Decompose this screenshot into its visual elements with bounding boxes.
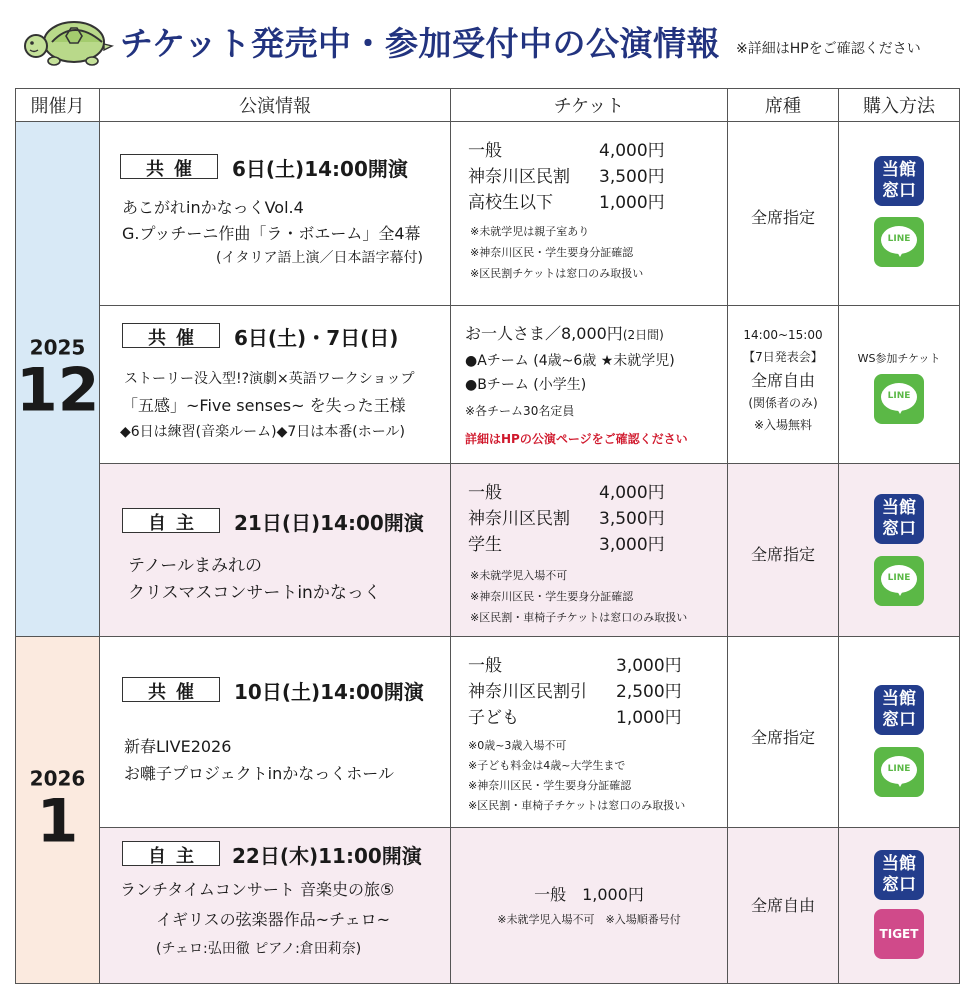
purchase-cell [838, 636, 960, 828]
tiget-button[interactable]: TIGET [874, 909, 924, 959]
ws-ticket-label: WS参加チケット [857, 352, 941, 365]
price-value: 4,000円 [599, 483, 665, 503]
event-type-badge: 共催 [122, 677, 220, 702]
ticket-price: 一般 1,000円 [534, 885, 644, 904]
performance-date: 10日(土)14:00開演 [234, 680, 424, 704]
performance-date: 6日(土)14:00開演 [232, 157, 408, 181]
performance-detail: (イタリア語上演／日本語字幕付) [216, 250, 423, 266]
purchase-cell [838, 305, 960, 464]
team-item: ●Aチーム (4歳~6歳 ★未就学児) [465, 353, 675, 369]
column-header-month: 開催月 [15, 88, 100, 122]
performance-detail: (チェロ:弘田徹 ピアノ:倉田莉奈) [156, 941, 362, 957]
seat-event: 【7日発表会】 [743, 350, 823, 364]
column-header-seat: 席種 [727, 88, 839, 122]
price-value: 2,500円 [616, 682, 682, 702]
column-header-ticket: チケット [450, 88, 728, 122]
line-button[interactable]: LINE [874, 374, 924, 424]
column-header-performance: 公演情報 [99, 88, 451, 122]
ticket-cell [450, 305, 728, 464]
team-item: ●Bチーム (小学生) [465, 377, 587, 393]
month-number: 1 [36, 786, 79, 857]
month-year: 2026 [29, 766, 86, 791]
seat-type: 全席指定 [750, 545, 815, 564]
seat-cell [727, 827, 839, 984]
purchase-cell [838, 463, 960, 637]
box-office-button[interactable]: 当館 窓口 [874, 494, 924, 544]
performance-title: あこがれinかなっくVol.4 [122, 198, 304, 217]
performance-title: ストーリー没入型!?演劇×英語ワークショップ [124, 371, 415, 387]
line-button[interactable]: LINE [874, 556, 924, 606]
price-value: 1,000円 [616, 708, 682, 728]
seat-cell [727, 305, 839, 464]
box-office-button[interactable]: 当館 窓口 [874, 156, 924, 206]
price-label: 高校生以下 [468, 193, 553, 213]
page-header [0, 0, 977, 88]
ticket-cell [450, 827, 728, 984]
performance-title: テノールまみれの [128, 556, 262, 576]
event-type-badge: 自主 [122, 508, 220, 533]
price-value: 4,000円 [599, 141, 665, 161]
seat-time: 14:00~15:00 [743, 328, 823, 342]
schedule-table [15, 88, 960, 984]
price-value: 1,000円 [599, 193, 665, 213]
performance-date: 21日(日)14:00開演 [234, 511, 424, 535]
turtle-icon [22, 12, 114, 70]
seat-cell [727, 636, 839, 828]
price-label: 神奈川区民割引 [468, 682, 587, 702]
column-header-purchase: 購入方法 [838, 88, 960, 122]
performance-subtitle: 「五感」~Five senses~ を失った王様 [122, 396, 406, 415]
performance-detail: ◆6日は練習(音楽ルーム)◆7日は本番(ホール) [120, 424, 405, 440]
price-label: 神奈川区民割 [468, 509, 570, 529]
price-value: 3,500円 [599, 509, 665, 529]
ticket-note: ※未就学児入場不可 ※入場順番号付 [497, 913, 681, 926]
ticket-cell [450, 121, 728, 306]
performance-cell [99, 305, 451, 464]
price-label: 子ども [468, 708, 519, 728]
performance-subtitle: お囃子プロジェクトinかなっくホール [124, 764, 394, 783]
ticket-note: ※子ども料金は4歳~大学生まで [468, 759, 626, 772]
seat-note: (関係者のみ) [748, 396, 818, 410]
box-office-button[interactable]: 当館 窓口 [874, 685, 924, 735]
price-label: 神奈川区民割 [468, 167, 570, 187]
header-note: ※詳細はHPをご確認ください [736, 41, 921, 57]
month-cell-dec [15, 121, 100, 637]
performance-subtitle: G.プッチーニ作曲「ラ・ボエーム」全4幕 [122, 224, 421, 243]
month-year: 2025 [29, 335, 86, 360]
ticket-note: ※各チーム30名定員 [465, 404, 575, 418]
performance-cell [99, 463, 451, 637]
month-number: 12 [16, 355, 100, 426]
seat-cell [727, 121, 839, 306]
box-office-button[interactable]: 当館 窓口 [874, 850, 924, 900]
price-value: 3,000円 [616, 656, 682, 676]
performance-cell [99, 636, 451, 828]
ticket-note: ※区民割チケットは窓口のみ取扱い [470, 267, 644, 280]
details-link-note: 詳細はHPの公演ページをご確認ください [465, 432, 688, 446]
ticket-cell [450, 636, 728, 828]
seat-type: 全席指定 [750, 208, 815, 227]
seat-cell [727, 463, 839, 637]
performance-cell [99, 121, 451, 306]
ticket-note: ※0歳~3歳入場不可 [468, 739, 567, 752]
ticket-note: ※未就学児入場不可 [470, 569, 568, 582]
performance-subtitle: クリスマスコンサートinかなっく [128, 583, 381, 603]
price-label: 一般 [468, 141, 502, 161]
price-label: 一般 [468, 656, 502, 676]
line-button[interactable]: LINE [874, 747, 924, 797]
ticket-price: お一人さま／8,000円(2日間) [465, 324, 664, 343]
ticket-note: ※神奈川区民・学生要身分証確認 [470, 590, 634, 603]
performance-date: 6日(土)・7日(日) [234, 326, 399, 350]
price-value: 3,000円 [599, 535, 665, 555]
performance-cell [99, 827, 451, 984]
ticket-note: ※未就学児は親子室あり [470, 225, 590, 238]
price-label: 学生 [468, 535, 502, 555]
performance-title: 新春LIVE2026 [124, 737, 232, 756]
month-cell-jan [15, 636, 100, 984]
performance-subtitle: イギリスの弦楽器作品~チェロ~ [156, 910, 391, 929]
line-button[interactable]: LINE [874, 217, 924, 267]
performance-date: 22日(木)11:00開演 [232, 844, 422, 868]
ticket-note: ※神奈川区民・学生要身分証確認 [468, 779, 632, 792]
ticket-note: ※神奈川区民・学生要身分証確認 [470, 246, 634, 259]
price-label: 一般 [468, 483, 502, 503]
seat-note: ※入場無料 [753, 418, 813, 432]
ticket-cell [450, 463, 728, 637]
ticket-note: ※区民割・車椅子チケットは窓口のみ取扱い [468, 799, 686, 812]
seat-type: 全席自由 [750, 371, 815, 390]
seat-type: 全席指定 [750, 728, 815, 747]
event-type-badge: 共催 [122, 323, 220, 348]
page-title: チケット発売中・参加受付中の公演情報 [120, 24, 721, 63]
purchase-cell [838, 121, 960, 306]
event-type-badge: 自主 [122, 841, 220, 866]
purchase-cell [838, 827, 960, 984]
event-type-badge: 共催 [120, 154, 218, 179]
seat-type: 全席自由 [750, 896, 815, 915]
ticket-note: ※区民割・車椅子チケットは窓口のみ取扱い [470, 611, 688, 624]
price-value: 3,500円 [599, 167, 665, 187]
performance-title: ランチタイムコンサート 音楽史の旅⑤ [120, 880, 395, 899]
